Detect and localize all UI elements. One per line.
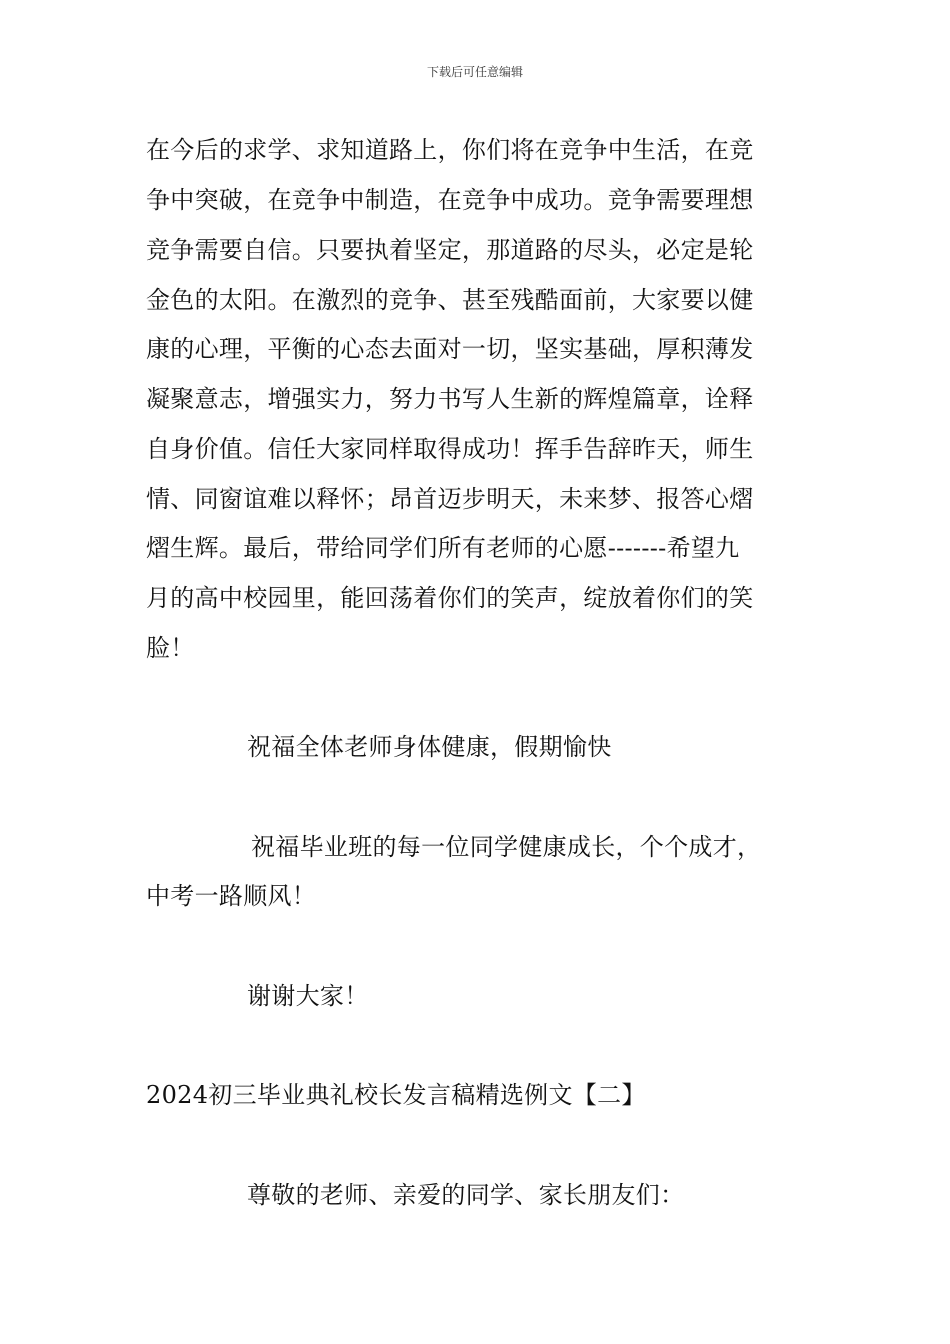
text-line: 凝聚意志，增强实力，努力书写人生新的辉煌篇章，诠释: [146, 385, 754, 413]
thanks-line: 谢谢大家！: [247, 982, 369, 1010]
text-line: 金色的太阳。在激烈的竞争、甚至残酷面前，大家要以健: [146, 286, 754, 314]
text-line: 竞争需要自信。只要执着坚定，那道路的尽头，必定是轮: [146, 236, 754, 264]
text-line: 在今后的求学、求知道路上，你们将在竞争中生活，在竞: [146, 136, 754, 164]
text-line: 月的高中校园里，能回荡着你们的笑声，绽放着你们的笑: [146, 584, 754, 612]
text-line: 中考一路顺风！: [146, 882, 317, 910]
text-line: 康的心理，平衡的心态去面对一切，坚实基础，厚积薄发: [146, 335, 754, 363]
text-line: 情、同窗谊难以释怀；昂首迈步明天，未来梦、报答心熠: [146, 485, 754, 513]
text-line: 争中突破，在竞争中制造，在竞争中成功。竞争需要理想: [146, 186, 754, 214]
wish-teachers-line: 祝福全体老师身体健康，假期愉快: [247, 733, 612, 761]
section-title: 2024初三毕业典礼校长发言稿精选例文【二】: [146, 1081, 646, 1109]
page-header-note: 下载后可任意编辑: [426, 65, 523, 79]
text-line: 脸！: [146, 634, 195, 662]
greeting-line: 尊敬的老师、亲爱的同学、家长朋友们：: [247, 1181, 685, 1209]
text-line: 祝福毕业班的每一位同学健康成长，个个成才，: [251, 833, 762, 861]
text-line: 熠生辉。最后，带给同学们所有老师的心愿-------希望九: [146, 534, 740, 562]
text-line: 自身价值。信任大家同样取得成功！挥手告辞昨天，师生: [146, 435, 754, 463]
